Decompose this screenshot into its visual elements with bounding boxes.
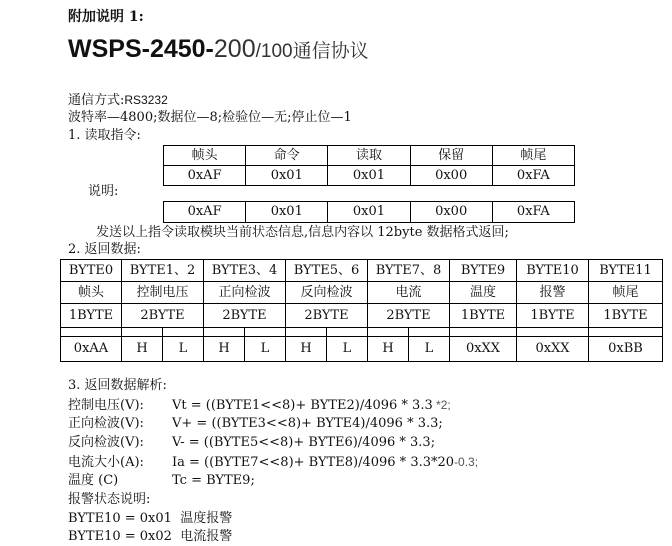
read-cmd-title: 1. 读取指令:	[68, 128, 141, 143]
table-cell: 读取	[328, 146, 410, 166]
table-cell: 1BYTE	[61, 304, 122, 328]
read-cmd-table	[163, 145, 575, 186]
table-cell: 正向检波	[204, 282, 286, 304]
table-cell: 保留	[410, 146, 492, 166]
read-cmd-note: 发送以上指令读取模块当前状态信息,信息内容以 12byte 数据格式返回;	[96, 225, 509, 240]
table-cell: 0xFA	[492, 202, 574, 223]
table-cell: 0x01	[328, 166, 410, 186]
table-cell: 0xXX	[517, 337, 589, 362]
explain-table	[163, 201, 575, 223]
table-cell: 1BYTE	[589, 304, 663, 328]
title-protocol: /100通信协议	[255, 41, 369, 62]
read-cmd-value-row	[164, 166, 575, 186]
formula-suffix: *2;	[432, 398, 451, 412]
table-cell: 0x01	[246, 202, 328, 223]
table-cell: 2BYTE	[286, 304, 368, 328]
formula-label: 电流大小(A):	[68, 455, 144, 470]
formula-expr: V+ = ((BYTE3<<8)+ BYTE4)/4096 * 3.3;	[172, 416, 443, 431]
table-cell: L	[163, 337, 204, 362]
table-cell: H	[368, 337, 409, 362]
table-cell: 2BYTE	[122, 304, 204, 328]
formula-line	[68, 473, 255, 489]
explain-label: 说明:	[88, 184, 119, 199]
table-cell: 0xAF	[164, 166, 246, 186]
table-cell: 帧尾	[492, 146, 574, 166]
table-cell: 反向检波	[286, 282, 368, 304]
table-cell: BYTE7、8	[368, 260, 450, 282]
table-cell: BYTE0	[61, 260, 122, 282]
alarm-desc: 电流报警	[180, 529, 233, 544]
table-cell: BYTE3、4	[204, 260, 286, 282]
formula-expr: Tc = BYTE9;	[172, 473, 255, 488]
formula-suffix: -0.3;	[454, 455, 479, 469]
table-cell: L	[409, 337, 450, 362]
formula-line	[68, 416, 443, 432]
table-cell: 帧头	[61, 282, 122, 304]
table-cell: 0x00	[410, 166, 492, 186]
table-cell: 帧尾	[589, 282, 663, 304]
formula-expr: V- = ((BYTE5<<8)+ BYTE6)/4096 * 3.3;	[172, 435, 436, 450]
alarm-code: BYTE10 = 0x01	[68, 511, 172, 526]
table-cell: H	[286, 337, 327, 362]
alarm-desc: 温度报警	[180, 511, 233, 526]
example-row	[61, 337, 663, 362]
table-cell: 报警	[517, 282, 589, 304]
table-cell: BYTE1、2	[122, 260, 204, 282]
comm-mode-line	[68, 92, 168, 109]
table-cell: H	[122, 337, 163, 362]
document-title	[68, 34, 369, 67]
table-cell: 温度	[450, 282, 517, 304]
table-cell: 2BYTE	[368, 304, 450, 328]
section-heading: 附加说明 1:	[68, 9, 144, 25]
table-cell: 0xAA	[61, 337, 122, 362]
field-name-row	[61, 282, 663, 304]
title-power: 200	[213, 35, 256, 63]
table-cell: 0x00	[410, 202, 492, 223]
table-cell: 1BYTE	[450, 304, 517, 328]
formula-expr: Ia = ((BYTE7<<8)+ BYTE8)/4096 * 3.3*20	[172, 455, 455, 470]
table-cell: 0xBB	[589, 337, 663, 362]
alarm-line	[68, 529, 232, 545]
title-model: WSPS-2450-	[68, 35, 214, 63]
table-cell: 0x01	[328, 202, 410, 223]
table-cell: BYTE10	[517, 260, 589, 282]
table-cell: BYTE5、6	[286, 260, 368, 282]
table-cell: 命令	[246, 146, 328, 166]
spacer-row	[61, 328, 663, 337]
table-cell: 0xFA	[492, 166, 574, 186]
byte-header-row	[61, 260, 663, 282]
read-cmd-header-row	[164, 146, 575, 166]
table-cell: BYTE11	[589, 260, 663, 282]
comm-params-line: 波特率—4800;数据位—8;检验位—无;停止位—1	[68, 110, 352, 125]
table-cell: 2BYTE	[204, 304, 286, 328]
table-cell: 电流	[368, 282, 450, 304]
formula-label: 温度 (C)	[68, 473, 119, 488]
alarm-code: BYTE10 = 0x02	[68, 529, 172, 544]
table-cell: 0x01	[246, 166, 328, 186]
alarm-line	[68, 511, 232, 527]
table-cell: 0xAF	[164, 202, 246, 223]
explain-row	[164, 202, 575, 223]
parse-title: 3. 返回数据解析:	[68, 378, 167, 393]
comm-mode-label: 通信方式:	[68, 93, 125, 108]
formula-line	[68, 435, 435, 451]
size-row	[61, 304, 663, 328]
table-cell: 1BYTE	[517, 304, 589, 328]
formula-expr: Vt = ((BYTE1<<8)+ BYTE2)/4096 * 3.3	[172, 398, 433, 413]
table-cell: H	[204, 337, 245, 362]
table-cell: 帧头	[164, 146, 246, 166]
formula-line	[68, 454, 478, 471]
alarm-title: 报警状态说明:	[68, 492, 151, 507]
table-cell: L	[245, 337, 286, 362]
table-cell: 0xXX	[450, 337, 517, 362]
table-cell: L	[327, 337, 368, 362]
formula-label: 反向检波(V):	[68, 435, 144, 450]
table-cell: BYTE9	[450, 260, 517, 282]
formula-label: 正向检波(V):	[68, 416, 144, 431]
return-data-table	[60, 259, 663, 362]
formula-line	[68, 397, 451, 414]
table-cell: 控制电压	[122, 282, 204, 304]
comm-mode-value: RS3232	[124, 93, 168, 107]
formula-label: 控制电压(V):	[68, 398, 144, 413]
return-data-title: 2. 返回数据:	[68, 242, 141, 257]
